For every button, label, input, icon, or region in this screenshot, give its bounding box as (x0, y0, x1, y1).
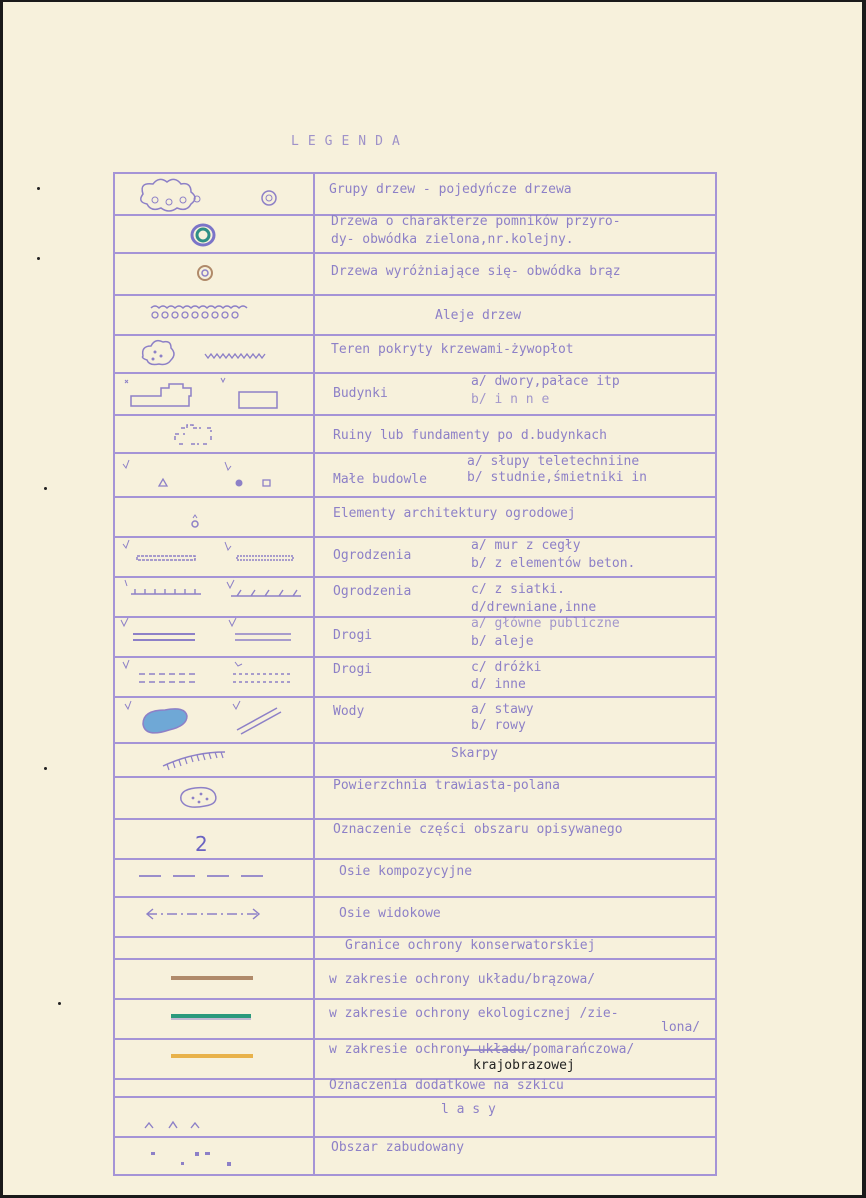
row-label: b/ aleje (471, 634, 534, 649)
legend-text (317, 174, 717, 214)
row-label: Ogrodzenia (333, 548, 412, 563)
legend-text (317, 998, 717, 1038)
row-label: b/ studnie,śmietniki in (467, 470, 648, 485)
row-label: Małe budowle (333, 472, 427, 487)
row-label: Drogi (333, 662, 373, 677)
legend-row (113, 616, 717, 658)
margin-dot (44, 767, 47, 770)
row-label: c/ dróżki (471, 660, 542, 675)
legend-row (113, 936, 717, 960)
row-label: Osie widokowe (339, 906, 441, 921)
row-label: Drzewa wyróżniające się- obwódka brąz (331, 264, 621, 279)
legend-text (317, 858, 717, 896)
row-label: Aleje drzew (435, 308, 522, 323)
legend-text (317, 452, 717, 496)
view-axis-symbol (113, 896, 315, 936)
row-label: l a s y (441, 1102, 496, 1117)
legend-text (317, 936, 717, 958)
empty-symbol (113, 1078, 315, 1096)
row-label: Granice ochrony konserwatorskiej (345, 938, 596, 953)
road-path-symbol (113, 656, 315, 696)
row-label: Drzewa o charakterze pomników przyro- (331, 214, 621, 229)
legend-row (113, 656, 717, 698)
row-label: Ruiny lub fundamenty po d.budynkach (333, 428, 607, 443)
legend-row (113, 818, 717, 860)
road-main-symbol (113, 616, 315, 656)
legend-text (317, 496, 717, 536)
fence-wall-symbol (113, 536, 315, 576)
legend-text (317, 334, 717, 372)
legend-row (113, 536, 717, 578)
legend-row (113, 496, 717, 538)
legend-text (317, 212, 717, 252)
row-label: Budynki (333, 386, 388, 401)
legend-row (113, 334, 717, 374)
row-label: a/ główne publiczne (471, 616, 620, 631)
legend-text (317, 896, 717, 936)
legend-row (113, 212, 717, 254)
empty-symbol (113, 936, 315, 958)
avenue-symbol (113, 294, 315, 334)
tree-group-symbol (113, 174, 315, 214)
row-label: a/ słupy teletechniine (467, 454, 640, 469)
legend-text (317, 742, 717, 776)
row-label: b/ rowy (471, 718, 526, 733)
legend-table (113, 172, 717, 1174)
row-label: dy- obwódka zielona,nr.kolejny. (331, 232, 574, 247)
legend-row (113, 858, 717, 898)
legend-text (317, 776, 717, 818)
legend-row (113, 958, 717, 1000)
orange-line-symbol (113, 1038, 315, 1078)
row-label: c/ z siatki. (471, 582, 565, 597)
row-label: b/ i n n e (471, 392, 550, 407)
legend-row (113, 576, 717, 618)
margin-dot (37, 257, 40, 260)
green-line-symbol (113, 998, 315, 1038)
legend-text (317, 1096, 717, 1136)
legend-row (113, 452, 717, 498)
legend-text (317, 818, 717, 858)
row-label: w zakresie ochrony układu/pomarańczowa/ (329, 1042, 635, 1057)
monument-tree-symbol (113, 212, 315, 252)
legend-title: LEGENDA (291, 134, 409, 149)
row-label: Oznaczenie części obszaru opisywanego (333, 822, 623, 837)
distinguished-tree-symbol (113, 252, 315, 294)
legend-text (317, 576, 717, 616)
built-up-symbol (113, 1136, 315, 1174)
row-label: d/ inne (471, 677, 526, 692)
row-label: w zakresie ochrony układu/brązowa/ (329, 972, 596, 987)
legend-row (113, 252, 717, 296)
grass-symbol (113, 776, 315, 818)
water-symbol (113, 696, 315, 742)
area-number-symbol (113, 818, 315, 858)
slope-symbol (113, 742, 315, 776)
row-label: Teren pokryty krzewami-żywopłot (331, 342, 574, 357)
legend-row (113, 776, 717, 820)
legend-row (113, 1038, 717, 1080)
legend-text (317, 414, 717, 452)
typed-correction: krajobrazowej (473, 1058, 575, 1073)
brown-line-symbol (113, 958, 315, 998)
legend-text (317, 616, 717, 656)
ruins-symbol (113, 414, 315, 452)
legend-row (113, 998, 717, 1040)
row-label: Ogrodzenia (333, 584, 412, 599)
row-label: Drogi (333, 628, 373, 643)
legend-row (113, 1136, 717, 1176)
margin-dot (58, 1002, 61, 1005)
row-label: w zakresie ochrony ekologicznej /zie- (329, 1006, 619, 1021)
legend-row (113, 172, 717, 216)
legend-text (317, 372, 717, 414)
row-label: a/ dwory,pałace itp (471, 374, 620, 389)
row-label: b/ z elementów beton. (471, 556, 636, 571)
margin-dot (44, 487, 47, 490)
row-label: Grupy drzew - pojedyńcze drzewa (329, 182, 572, 197)
legend-text (317, 1078, 717, 1096)
legend-text (317, 1136, 717, 1174)
document-page (3, 2, 862, 1195)
legend-row (113, 696, 717, 744)
shrub-symbol (113, 334, 315, 372)
legend-row (113, 742, 717, 778)
row-label: Oznaczenia dodatkowe na szkicu (329, 1078, 564, 1093)
legend-row (113, 372, 717, 416)
legend-text (317, 252, 717, 294)
row-label: Skarpy (451, 746, 498, 761)
legend-row (113, 294, 717, 336)
margin-dot (37, 187, 40, 190)
row-label: a/ stawy (471, 702, 534, 717)
legend-row (113, 1078, 717, 1098)
legend-row (113, 896, 717, 938)
legend-text (317, 656, 717, 696)
row-label: d/drewniane,inne (471, 600, 597, 615)
legend-text (317, 536, 717, 576)
garden-architecture-symbol (113, 496, 315, 536)
legend-text (317, 294, 717, 334)
legend-text (317, 958, 717, 998)
building-symbol (113, 372, 315, 414)
row-label: lona/ (661, 1020, 701, 1035)
legend-text (317, 696, 717, 742)
composition-axis-symbol (113, 858, 315, 896)
forest-symbol (113, 1096, 315, 1136)
row-label: a/ mur z cegły (471, 538, 581, 553)
area-number: 2 (195, 832, 208, 856)
row-label: Osie kompozycyjne (339, 864, 473, 879)
row-label: Wody (333, 704, 365, 719)
small-structure-symbol (113, 452, 315, 496)
fence-net-symbol (113, 576, 315, 616)
legend-row (113, 414, 717, 454)
legend-row (113, 1096, 717, 1138)
row-label: Powierzchnia trawiasta-polana (333, 778, 560, 793)
row-label: Obszar zabudowany (331, 1140, 465, 1155)
row-label: Elementy architektury ogrodowej (333, 506, 576, 521)
legend-text (317, 1038, 717, 1078)
